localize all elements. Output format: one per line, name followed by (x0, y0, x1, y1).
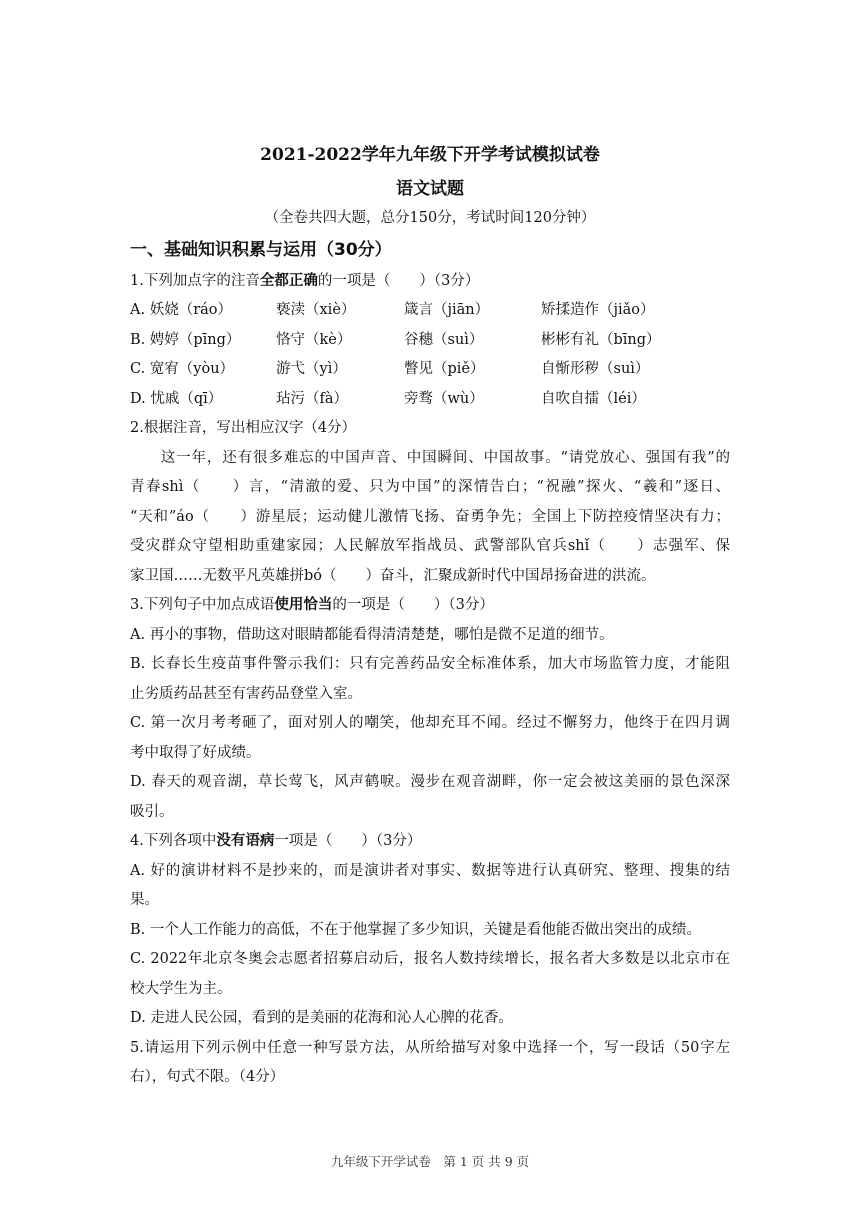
option-cell: 自惭形秽（suì） (541, 361, 650, 377)
q2-passage-line: “天和”áo（ ）游星辰；运动健儿激情飞扬、奋勇争先；全国上下防控疫情坚决有力； (130, 509, 730, 525)
option-cell: 自吹自擂（léi） (541, 391, 646, 407)
stem-text: 1.下列加点字的注音 (130, 273, 260, 289)
stem-emphasis: 使用恰当 (274, 596, 333, 613)
option-cell: 恪守（kè） (276, 332, 352, 348)
stem-emphasis: 全都正确 (259, 272, 318, 289)
option-cell: 矫揉造作（jiǎo） (541, 302, 655, 318)
option-cell: 箴言（jiān） (404, 302, 490, 318)
stem-text: 4.下列各项中 (130, 833, 217, 849)
q2-passage-line: 受灾群众守望相助重建家园；人民解放军指战员、武警部队官兵shǐ（ ）志强军、保 (130, 538, 730, 554)
subject-title: 语文试题 (396, 179, 464, 199)
section-heading: 一、基础知识积累与运用（30分） (130, 240, 392, 260)
q2-passage-line: 家卫国……无数平凡英雄拼bó（ ）奋斗，汇聚成新时代中国昂扬奋进的洪流。 (130, 568, 656, 584)
option-cell: 彬彬有礼（bīng） (541, 332, 661, 348)
q4-option-line: 果。 (130, 892, 159, 908)
q4-option-line: A. 好的演讲材料不是抄来的，而是演讲者对事实、数据等进行认真研究、整理、搜集的结 (130, 863, 730, 879)
question-3-stem (130, 593, 494, 614)
option-cell: 谷穗（suì） (404, 332, 484, 348)
option-cell: 亵渎（xiè） (276, 302, 356, 318)
option-cell: D. 忧戚（qī） (130, 391, 223, 407)
q3-option-line: B. 长春长生疫苗事件警示我们：只有完善药品安全标准体系，加大市场监管力度，才能阻 (130, 656, 730, 672)
q3-option-line: 止劣质药品甚至有害药品登堂入室。 (130, 686, 362, 702)
question-5-stem: 右），句式不限。（4分） (130, 1069, 285, 1085)
question-2-stem: 2.根据注音，写出相应汉字（4分） (130, 420, 357, 436)
option-cell: 瞥见（piě） (404, 361, 485, 377)
question-4-stem (130, 829, 421, 850)
stem-text: 3.下列句子中加点成语 (130, 597, 275, 613)
option-cell: B. 娉婷（pīng） (130, 332, 241, 348)
q3-option-line: A. 再小的事物，借助这对眼睛都能看得清清楚楚，哪怕是微不足道的细节。 (130, 627, 614, 643)
option-cell: A. 妖娆（ráo） (130, 302, 232, 318)
exam-title: 2021-2022学年九年级下开学考试模拟试卷 (260, 145, 600, 165)
q2-passage-line: 青春shì（ ）言，“清澈的爱、只为中国”的深情告白；“祝融”探火、“羲和”逐日、 (130, 479, 730, 495)
option-cell: C. 宽宥（yòu） (130, 361, 235, 377)
q4-option-line: 校大学生为主。 (130, 981, 232, 997)
stem-text: 一项是（ ）（3分） (274, 833, 422, 849)
q3-option-line: 考中取得了好成绩。 (130, 745, 261, 761)
question-5-stem: 5.请运用下列示例中任意一种写景方法，从所给描写对象中选择一个，写一段话（50字左 (130, 1040, 730, 1056)
q3-option-line: D. 春天的观音湖，草长莺飞，风声鹤唳。漫步在观音湖畔，你一定会被这美丽的景色深深 (130, 774, 730, 790)
stem-text: 的一项是（ ）（3分） (332, 597, 494, 613)
page-footer: 九年级下开学试卷 第 1 页 共 9 页 (330, 1154, 530, 1169)
q4-option-line: D. 走进人民公园，看到的是美丽的花海和沁人心脾的花香。 (130, 1010, 513, 1026)
exam-note: （全卷共四大题，总分150分，考试时间120分钟） (264, 210, 596, 226)
q4-option-line: B. 一个人工作能力的高低，不在于他掌握了多少知识，关键是看他能否做出突出的成绩。 (130, 922, 701, 938)
stem-emphasis: 没有语病 (216, 832, 275, 849)
option-cell: 旁骛（wù） (404, 391, 484, 407)
stem-text: 的一项是（ ）（3分） (317, 273, 480, 289)
question-1-stem (130, 269, 479, 290)
q4-option-line: C. 2022年北京冬奥会志愿者招募启动后，报名人数持续增长，报名者大多数是以北京市在 (130, 951, 730, 967)
option-cell: 游弋（yì） (276, 361, 347, 377)
q3-option-line: 吸引。 (130, 804, 174, 820)
q2-passage-line: 这一年，还有很多难忘的中国声音、中国瞬间、中国故事。“请党放心、强国有我”的 (130, 450, 730, 466)
q3-option-line: C. 第一次月考考砸了，面对别人的嘲笑，他却充耳不闻。经过不懈努力，他终于在四月调 (130, 715, 730, 731)
option-cell: 玷污（fà） (276, 391, 349, 407)
